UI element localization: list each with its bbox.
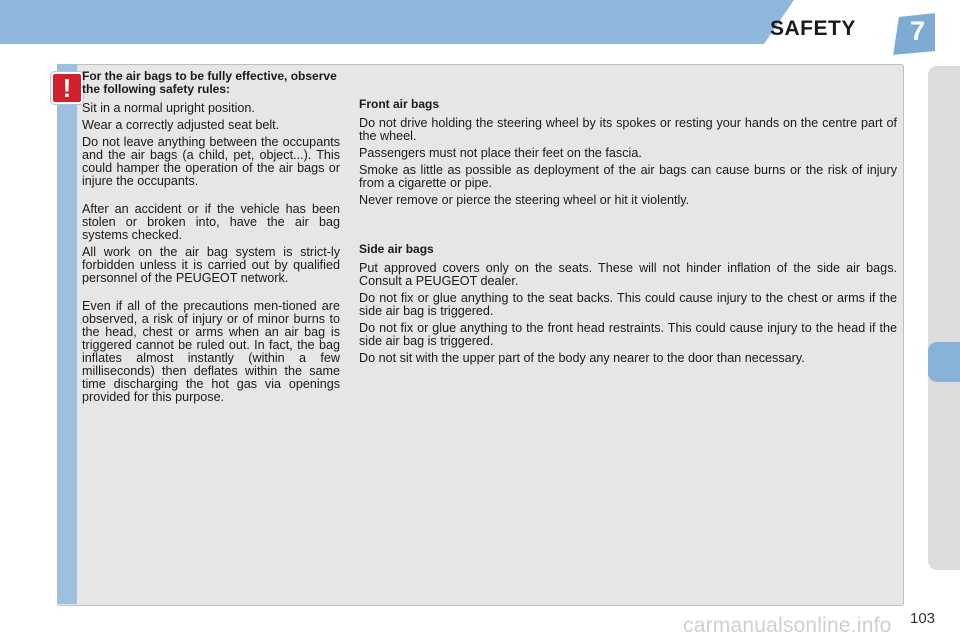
watermark: carmanualsonline.info xyxy=(683,614,892,637)
side-air-bags-heading: Side air bags xyxy=(359,242,434,256)
paragraph: Sit in a normal upright position. xyxy=(82,101,255,115)
airbag-instructions-column xyxy=(359,98,897,369)
chapter-rail xyxy=(928,66,960,570)
paragraph: Never remove or pierce the steering wheel or hit it violently. xyxy=(359,193,690,207)
chapter-number: 7 xyxy=(910,16,926,46)
panel-accent-strip xyxy=(57,64,77,604)
paragraph: Wear a correctly adjusted seat belt. xyxy=(82,118,280,132)
paragraph: Put approved covers only on the seats. These will not hinder inflation of the side air bags. Consult a PEUGEOT dealer. xyxy=(359,261,897,288)
chapter-rail-marker xyxy=(928,342,960,382)
paragraph: Do not fix or glue anything to the seat backs. This could cause injury to the chest or arms if the side air bag is triggered. xyxy=(359,291,897,318)
paragraph: Do not leave anything between the occupants and the air bags (a child, pet, object...). This could hamper the operation of the air bags or injure the occupants. xyxy=(82,135,340,188)
safety-rules-column xyxy=(82,70,340,408)
front-air-bags-heading: Front air bags xyxy=(359,97,440,111)
paragraph: After an accident or if the vehicle has been stolen or broken into, have the air bag systems checked. xyxy=(82,202,340,242)
paragraph: Do not fix or glue anything to the front head restraints. This could cause injury to the head if the side air bag is triggered. xyxy=(359,321,897,348)
paragraph: All work on the air bag system is strict-ly forbidden unless it is carried out by qualified personnel of the PEUGEOT network. xyxy=(82,245,340,285)
exclamation-icon: ! xyxy=(51,72,83,104)
paragraph: Do not drive holding the steering wheel by its spokes or resting your hands on the centre part of the wheel. xyxy=(359,116,897,143)
safety-rules-title: For the air bags to be fully effective, observe the following safety rules: xyxy=(82,69,337,96)
paragraph: Even if all of the precautions men-tioned are observed, a risk of injury or of minor burns to the head, chest or arms when an air bag is triggered cannot be ruled out. In fact, the bag inflates almost instantly (within a few milliseconds) then deflates within the same time discharging the hot gas via openings provided for this purpose. xyxy=(82,299,340,404)
page-title: SAFETY xyxy=(770,17,856,40)
paragraph: Passengers must not place their feet on the fascia. xyxy=(359,146,642,160)
paragraph: Smoke as little as possible as deployment of the air bags can cause burns or the risk of injury from a cigarette or pipe. xyxy=(359,163,897,190)
paragraph: Do not sit with the upper part of the body any nearer to the door than necessary. xyxy=(359,351,805,365)
page-number: 103 xyxy=(910,610,936,627)
